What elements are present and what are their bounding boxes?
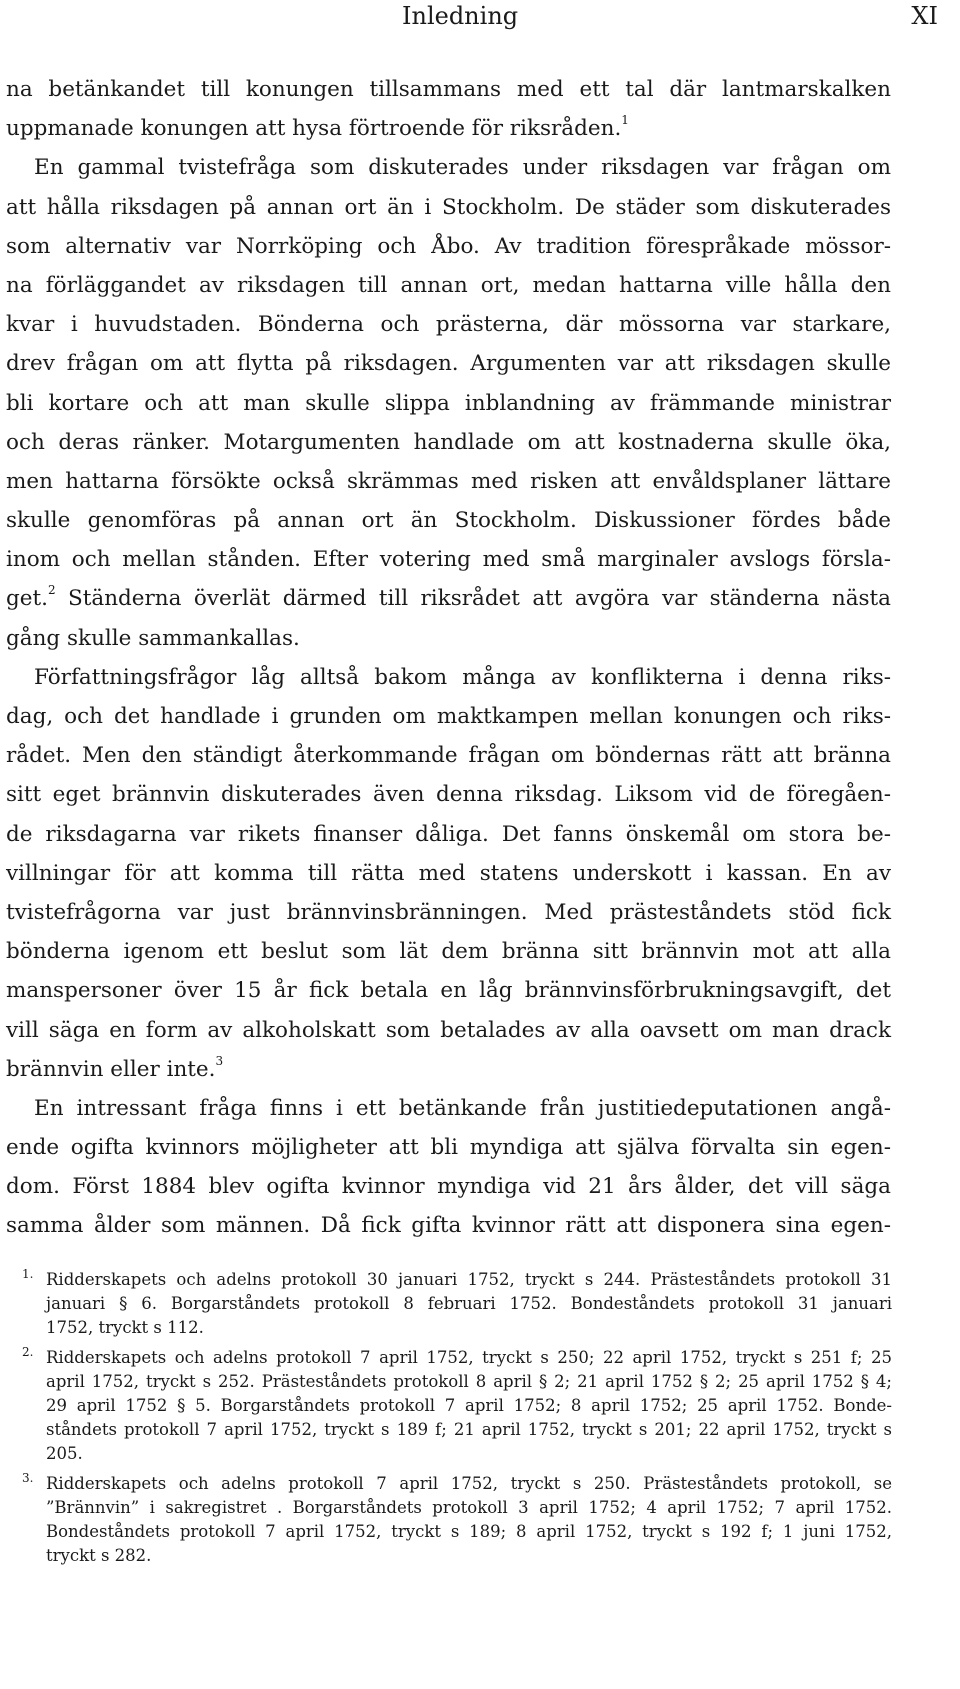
text-line-content: tvistefrågorna var just brännvinsbränningen. Med prästeståndets stöd fick: [6, 899, 891, 925]
footnote-number: 2.: [22, 1345, 34, 1359]
text-line-content: kvar i huvudstaden. Bönderna och prästerna, där mössorna var starkare,: [6, 312, 891, 338]
running-header: [0, 0, 960, 36]
footnote: [22, 1346, 892, 1466]
text-line-continuation: Ständerna överlät därmed till riksrådet att avgöra var ständerna nästa: [55, 586, 891, 612]
footnote-line: 205.: [46, 1444, 83, 1463]
text-line-content: na förläggandet av riksdagen till annan ort, medan hattarna ville hålla den: [6, 272, 891, 298]
text-line: [6, 1011, 891, 1050]
text-line: [6, 1206, 891, 1245]
text-line-content: som alternativ var Norrköping och Åbo. Av tradition förespråkade mössor-: [6, 233, 891, 259]
text-line: [6, 384, 891, 423]
running-title: Inledning: [402, 2, 519, 30]
text-line-content: En intressant fråga finns i ett betänkande från justitiedeputationen angå-: [34, 1095, 891, 1121]
text-line: [6, 854, 891, 893]
text-line: [6, 697, 891, 736]
footnote-line: tryckt s 282.: [46, 1546, 152, 1565]
text-line: [6, 1050, 891, 1089]
text-line-content: bönderna igenom ett beslut som lät dem bränna sitt brännvin mot att alla: [6, 939, 891, 965]
text-line-content: brännvin eller inte.: [6, 1056, 216, 1082]
text-line: [6, 658, 891, 697]
text-line: [6, 148, 891, 187]
text-line-content: sitt eget brännvin diskuterades även denna riksdag. Liksom vid de föregåen-: [6, 782, 891, 808]
text-line: [6, 540, 891, 579]
footnote-reference: 2: [47, 583, 56, 598]
text-line: [6, 815, 891, 854]
footnote-line: ståndets protokoll 7 april 1752, tryckt s 189 f; 21 april 1752, tryckt s 201; 22 april 1752, tryckt s: [46, 1420, 892, 1439]
text-line-content: get.: [6, 586, 48, 612]
text-line-content: de riksdagarna var rikets finanser dåliga. Det fanns önskemål om stora be-: [6, 821, 891, 847]
text-line: [6, 579, 891, 618]
text-line: [6, 893, 891, 932]
text-line: [6, 462, 891, 501]
footnote-line: Ridderskapets och adelns protokoll 7 april 1752, tryckt s 250; 22 april 1752, tryckt s 251 f; 25: [46, 1348, 892, 1367]
text-line: [6, 932, 891, 971]
text-line: [6, 501, 891, 540]
text-line-content: na betänkandet till konungen tillsammans med ett tal där lantmarskalken: [6, 77, 891, 102]
text-line-content: att hålla riksdagen på annan ort än i Stockholm. De städer som diskuterades: [6, 194, 891, 220]
text-line: [6, 188, 891, 227]
text-line-content: rådet. Men den ständigt återkommande frågan om böndernas rätt att bränna: [6, 743, 891, 769]
text-line-content: ende ogifta kvinnors möjligheter att bli myndiga att själva förvalta sin egen-: [6, 1135, 891, 1161]
footnote-line: 29 april 1752 § 5. Borgarståndets protokoll 7 april 1752; 8 april 1752; 25 april 1752. Bonde-: [46, 1396, 892, 1415]
footnote-line: april 1752, tryckt s 252. Prästeståndets protokoll 8 april § 2; 21 april 1752 § 2; 25 april 1752 § 4;: [46, 1372, 892, 1391]
text-line: [6, 227, 891, 266]
text-line-content: inom och mellan stånden. Efter votering med små marginaler avslogs försla-: [6, 547, 891, 573]
body-text: [6, 70, 891, 1246]
text-line: [6, 1128, 891, 1167]
text-line: [6, 775, 891, 814]
page-number: XI: [911, 2, 938, 30]
text-line-content: vill säga en form av alkoholskatt som betalades av alla oavsett om man drack: [6, 1017, 891, 1043]
text-line-content: dom. Först 1884 blev ogifta kvinnor myndiga vid 21 års ålder, det vill säga: [6, 1174, 891, 1200]
footnotes: [22, 1268, 892, 1574]
text-line: [6, 266, 891, 305]
text-line: [6, 423, 891, 462]
text-line: [6, 1089, 891, 1128]
text-line-content: skulle genomföras på annan ort än Stockholm. Diskussioner fördes både: [6, 508, 891, 534]
text-line: [6, 1167, 891, 1206]
footnote-number: 3.: [22, 1471, 34, 1485]
text-line-content: uppmanade konungen att hysa förtroende för riksråden.: [6, 116, 622, 142]
text-line-content: drev frågan om att flytta på riksdagen. Argumenten var att riksdagen skulle: [6, 351, 891, 377]
text-line: [6, 109, 891, 148]
footnote: [22, 1472, 892, 1568]
footnote-line: januari § 6. Borgarståndets protokoll 8 februari 1752. Bondeståndets protokoll 31 januari: [46, 1294, 892, 1313]
footnote-number: 1.: [22, 1267, 34, 1281]
footnote-line: Ridderskapets och adelns protokoll 30 januari 1752, tryckt s 244. Prästeståndets protokoll 31: [46, 1270, 892, 1289]
text-line: [6, 344, 891, 383]
footnote-reference: 3: [215, 1053, 224, 1068]
text-line: [6, 305, 891, 344]
text-line-content: men hattarna försökte också skrämmas med risken att envåldsplaner lättare: [6, 468, 891, 494]
text-line-content: samma ålder som männen. Då fick gifta kvinnor rätt att disponera sina egen-: [6, 1213, 891, 1239]
text-line: [6, 971, 891, 1010]
footnote-line: Ridderskapets och adelns protokoll 7 april 1752, tryckt s 250. Prästeståndets protokoll, se: [46, 1474, 892, 1493]
footnote-line: Bondeståndets protokoll 7 april 1752, tryckt s 189; 8 april 1752, tryckt s 192 f; 1 juni 1752,: [46, 1522, 892, 1541]
footnote: [22, 1268, 892, 1340]
text-line: [6, 70, 891, 109]
text-line: [6, 619, 891, 658]
text-line-content: Författningsfrågor låg alltså bakom många av konflikterna i denna riks-: [34, 664, 891, 690]
text-line-content: och deras ränker. Motargumenten handlade om att kostnaderna skulle öka,: [6, 429, 891, 455]
text-line: [6, 736, 891, 775]
footnote-line: ”Brännvin” i sakregistret . Borgarståndets protokoll 3 april 1752; 4 april 1752; 7 april 1752.: [46, 1498, 892, 1517]
text-line-content: bli kortare och att man skulle slippa inblandning av främmande ministrar: [6, 390, 891, 416]
footnote-reference: 1: [621, 113, 629, 128]
text-line-content: villningar för att komma till rätta med statens underskott i kassan. En av: [6, 860, 891, 886]
footnote-line: 1752, tryckt s 112.: [46, 1318, 204, 1337]
text-line-content: gång skulle sammankallas.: [6, 625, 300, 651]
text-line-content: manspersoner över 15 år fick betala en låg brännvinsförbrukningsavgift, det: [6, 978, 891, 1004]
text-line-content: dag, och det handlade i grunden om maktkampen mellan konungen och riks-: [6, 704, 891, 729]
text-line-content: En gammal tvistefråga som diskuterades under riksdagen var frågan om: [34, 155, 891, 181]
